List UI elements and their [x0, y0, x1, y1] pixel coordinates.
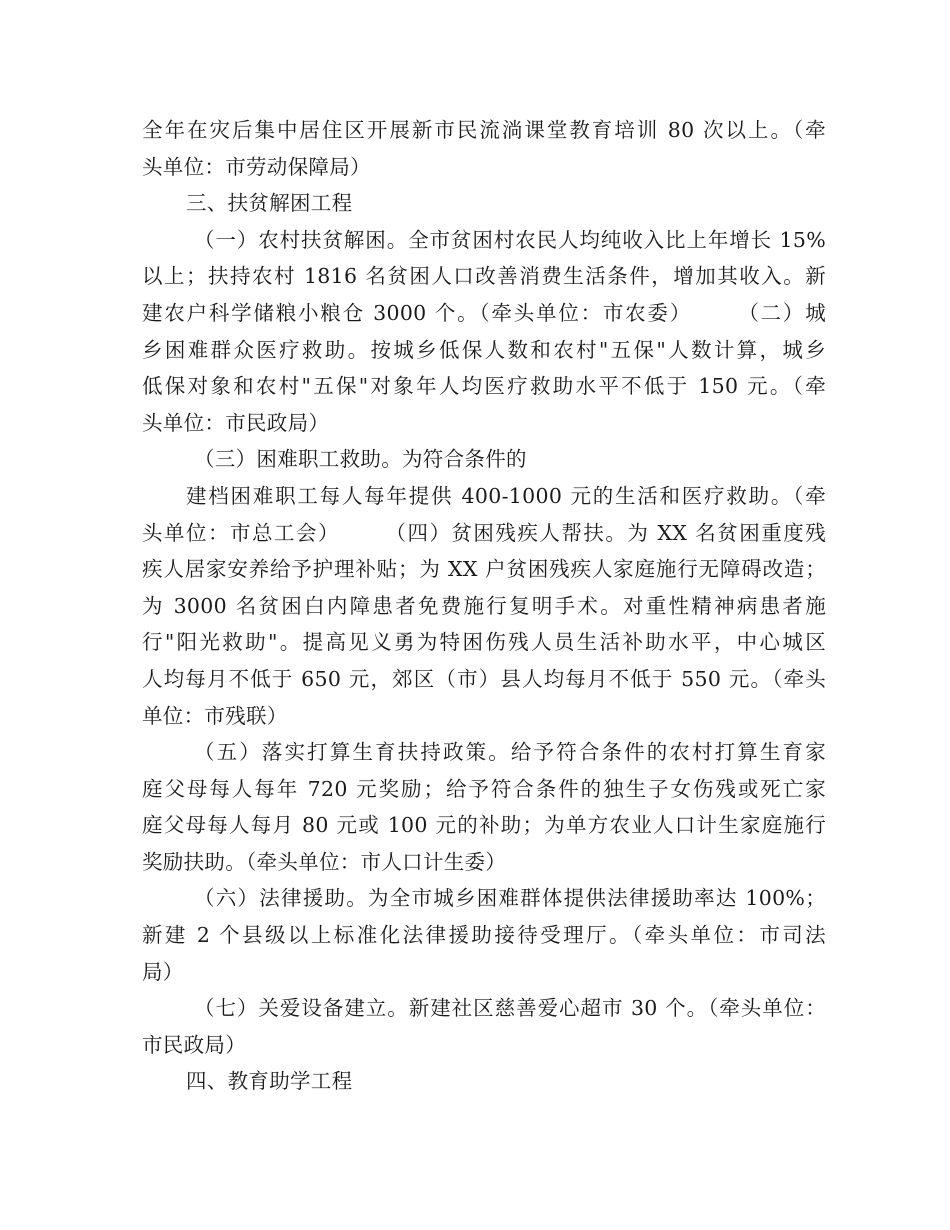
text-line: 行"阳光救助"。提高见义勇为特困伤残人员生活补助水平，中心城区: [142, 630, 826, 655]
section-heading: 四、教育助学工程: [186, 1069, 353, 1094]
text-line: 建档困难职工每人每年提供 400-1000 元的生活和医疗救助。（牵: [186, 483, 826, 508]
text-line: 全年在灾后集中居住区开展新市民流淌课堂教育培训 80 次以上。（牵: [142, 118, 826, 142]
text-line: 市民政局）: [142, 1032, 246, 1057]
text-line: 庭父母每人每月 80 元或 100 元的补助；为单方农业人口计生家庭施行: [142, 813, 826, 838]
text-line: （七）关爱设备建立。新建社区慈善爱心超市 30 个。（牵头单位：: [194, 996, 826, 1021]
text-line: 头单位：市民政局）: [142, 410, 330, 435]
document-body: [142, 112, 826, 1100]
text-line: 单位：市残联）: [142, 703, 288, 728]
text-line: 为 3000 名贫困白内障患者免费施行复明手术。对重性精神病患者施: [142, 593, 826, 618]
text-line: 乡困难群众医疗救助。按城乡低保人数和农村"五保"人数计算，城乡: [142, 337, 826, 362]
text-line: 新建 2 个县级以上标准化法律援助接待受理厅。（牵头单位：市司法: [142, 923, 826, 948]
text-line: 头单位：市劳动保障局）: [142, 154, 371, 179]
text-line: （一）农村扶贫解困。全市贫困村农民人均纯收入比上年增长 15%: [194, 227, 826, 252]
text-line: （六）法律援助。为全市城乡困难群体提供法律援助率达 100%；: [194, 886, 826, 911]
text-line: 疾人居家安养给予护理补贴；为 XX 户贫困残疾人家庭施行无障碍改造；: [142, 557, 826, 582]
text-line: 奖励扶助。（牵头单位：市人口计生委）: [142, 849, 507, 874]
text-line: （五）落实打算生育扶持政策。给予符合条件的农村打算生育家: [194, 740, 826, 765]
text-line: 局）: [142, 959, 184, 984]
text-line: 低保对象和农村"五保"对象年人均医疗救助水平不低于 150 元。（牵: [142, 374, 826, 399]
text-line: 建农户科学储粮小粮仓 3000 个。（牵头单位：市农委） （二）城: [142, 300, 826, 325]
text-line: 人均每月不低于 650 元，郊区（市）县人均每月不低于 550 元。（牵头: [142, 666, 826, 691]
text-line: 头单位：市总工会） （四）贫困残疾人帮扶。为 XX 名贫困重度残: [142, 520, 826, 545]
text-line: 庭父母每人每年 720 元奖励；给予符合条件的独生子女伤残或死亡家: [142, 776, 826, 801]
text-line: （三）困难职工救助。为符合条件的: [194, 447, 527, 472]
section-heading: 三、扶贫解困工程: [186, 191, 353, 216]
text-line: 以上；扶持农村 1816 名贫困人口改善消费生活条件，增加其收入。新: [142, 264, 826, 289]
